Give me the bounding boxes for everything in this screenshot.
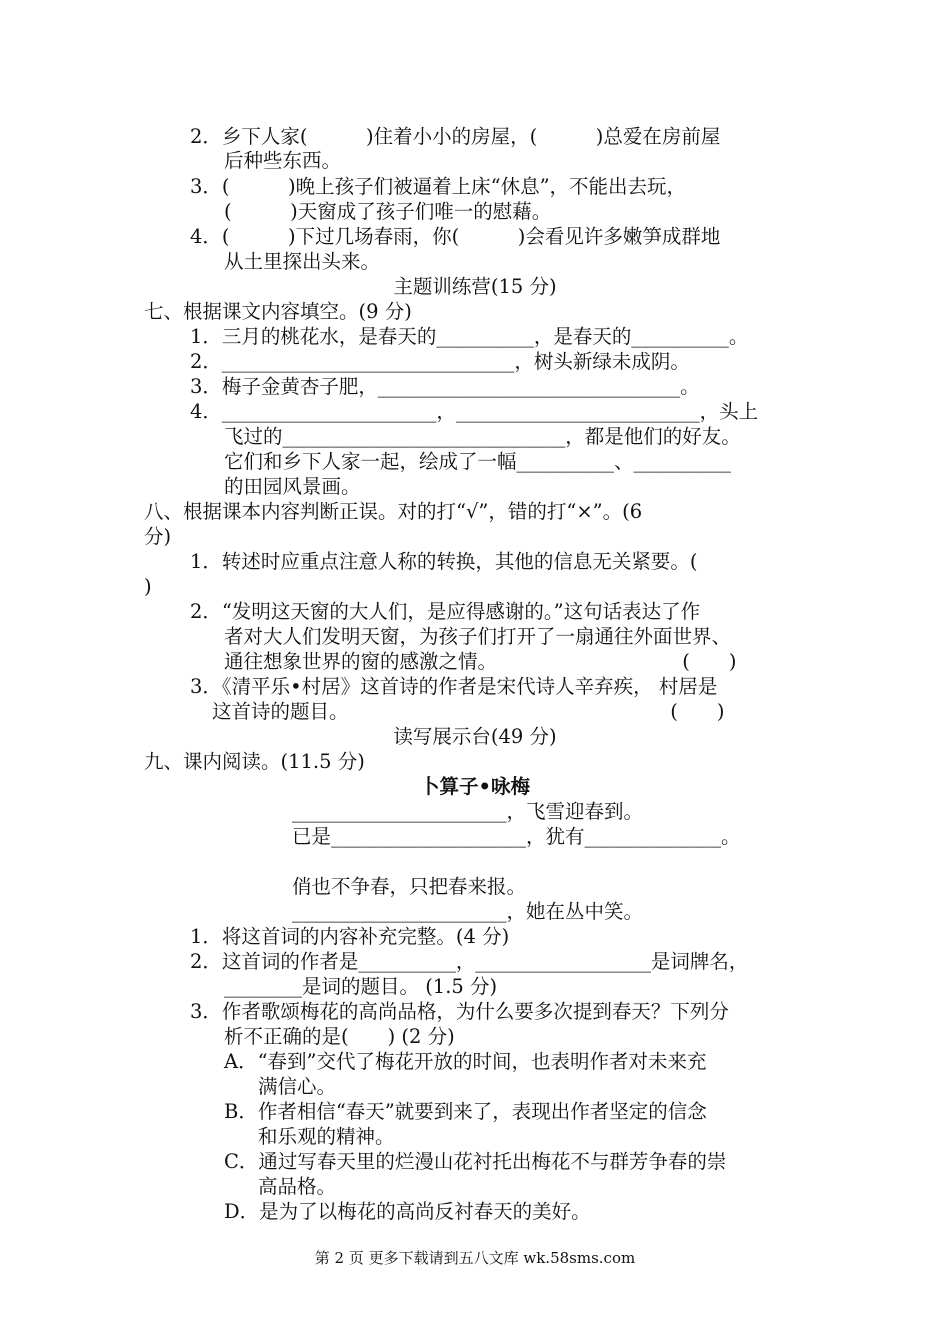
option-a-line1: A．“春到”交代了梅花开放的时间，也表明作者对未来充 — [224, 1050, 707, 1073]
q6-item3-line1: 3．( )晚上孩子们被逼着上床“休息”，不能出去玩， — [190, 175, 687, 198]
q7-title: 七、根据课文内容填空。(9 分) — [144, 300, 412, 323]
poem-title: 卜算子•咏梅 — [420, 775, 530, 798]
q7-line-4: 4．______________________，_________________________，头上 — [190, 400, 759, 423]
q8-item3-line1: 3．《清平乐•村居》这首诗的作者是宋代诗人辛弃疾， 村居是 — [190, 675, 718, 698]
q9-item3-line1: 3．作者歌颂梅花的高尚品格，为什么要多次提到春天？下列分 — [190, 1000, 729, 1023]
q7-line-5: 飞过的_____________________________，都是他们的好友。 — [224, 425, 741, 448]
q8-title: 八、根据课本内容判断正误。对的打“√”，错的打“×”。(6 — [144, 500, 643, 523]
q7-line-7: 的田园风景画。 — [224, 475, 361, 498]
q6-item4-line2: 从土里探出头来。 — [224, 250, 381, 273]
q8-item2-line2: 者对大人们发明天窗，为孩子们打开了一扇通往外面世界、 — [224, 625, 732, 648]
q9-item3-line2: 析不正确的是( ) (2 分) — [224, 1025, 455, 1048]
option-b-line1: B．作者相信“春天”就要到来了，表现出作者坚定的信念 — [224, 1100, 707, 1123]
option-c-line2: 高品格。 — [258, 1175, 337, 1198]
q9-item2-line2: ________是词的题目。 (1.5 分) — [224, 975, 498, 998]
heading-theme-camp: 主题训练营(15 分) — [393, 275, 557, 298]
poem-line-2: 已是____________________，犹有______________。 — [292, 825, 741, 848]
q8-item3-line2: 这首诗的题目。 ( ) — [212, 700, 725, 723]
q7-line-1: 1．三月的桃花水，是春天的__________，是春天的__________。 — [190, 325, 749, 348]
q7-line-3: 3．梅子金黄杏子肥，_______________________________。 — [190, 375, 700, 398]
q8-item1: 1．转述时应重点注意人称的转换，其他的信息无关紧要。( — [190, 550, 698, 573]
q6-item2-line2: 后种些东西。 — [224, 149, 342, 172]
option-a-line2: 满信心。 — [258, 1075, 337, 1098]
option-d: D．是为了以梅花的高尚反衬春天的美好。 — [224, 1200, 591, 1223]
q8-item2-line1: 2．“发明这天窗的大人们，是应得感谢的。”这句话表达了作 — [190, 600, 701, 623]
poem-line-4: ______________________，她在丛中笑。 — [292, 900, 644, 923]
q9-item1: 1．将这首词的内容补充完整。(4 分) — [190, 925, 510, 948]
q7-line-2: 2．______________________________，树头新绿未成阴。 — [190, 350, 690, 373]
option-b-line2: 和乐观的精神。 — [258, 1125, 395, 1148]
heading-showcase: 读写展示台(49 分) — [393, 725, 557, 748]
q6-item3-line2: ( )天窗成了孩子们唯一的慰藉。 — [224, 200, 552, 223]
q8-title-cont: 分) — [144, 525, 172, 548]
q6-item2-line1: 2．乡下人家( )住着小小的房屋，( )总爱在房前屋 — [190, 125, 721, 148]
option-c-line1: C．通过写春天里的烂漫山花衬托出梅花不与群芳争春的崇 — [224, 1150, 727, 1173]
q7-line-6: 它们和乡下人家一起，绘成了一幅__________、__________ — [224, 450, 732, 473]
q8-item1-paren: ) — [144, 575, 152, 598]
poem-line-1: ______________________，飞雪迎春到。 — [292, 800, 644, 823]
q6-item4-line1: 4．( )下过几场春雨，你( )会看见许多嫩笋成群地 — [190, 225, 721, 248]
page-footer: 第 2 页 更多下载请到五八文库 wk.58sms.com — [314, 1249, 636, 1267]
q8-item2-line3: 通往想象世界的窗的感激之情。 ( ) — [224, 650, 737, 673]
q9-item2-line1: 2．这首词的作者是__________，__________________是词牌名， — [190, 950, 749, 973]
q9-title: 九、课内阅读。(11.5 分) — [144, 750, 365, 773]
poem-line-3: 俏也不争春，只把春来报。 — [292, 875, 527, 898]
